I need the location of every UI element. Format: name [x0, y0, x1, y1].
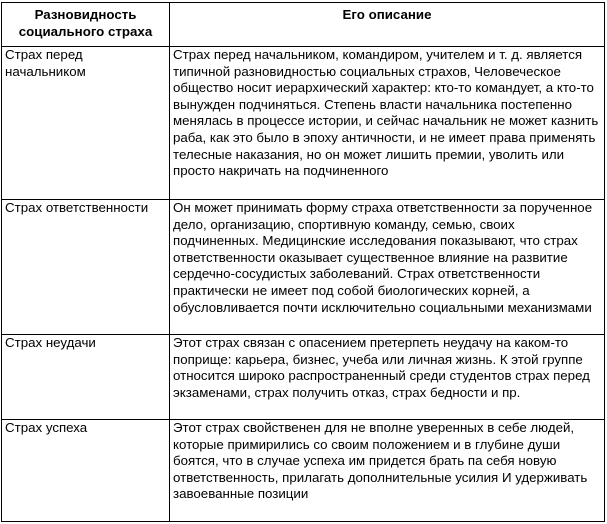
row-description-cell: Этот страх связан с опасением претерпеть неудачу на каком-то поприще: карьера, бизнес, учеба или личная жизнь. К этой группе относится широко распространенный среди студентов страх перед экзаменами, страх получить отказ, страх бедности и пр.: [170, 335, 605, 420]
header-row: [2, 3, 605, 47]
table-row: [2, 335, 605, 420]
header-description: Его описание: [170, 3, 605, 47]
table-row: [2, 47, 605, 200]
row-description-cell: Страх перед начальником, командиром, учителем и т. д. является типичной разновидностью социальных страхов, Человеческое общество носит иерархический характер: кто-то командует, а кто-то вынужден подчиняться. Степень власти начальника постепенно менялась в процессе истории, и сейчас начальник не может казнить раба, как это было в эпоху античности, и не имеет права применять телесные наказания, но он может лишить премии, уволить или просто накричать на подчиненного: [170, 47, 605, 200]
row-kind-cell: Страх неудачи: [2, 335, 170, 420]
table-row: [2, 200, 605, 335]
table-row: [2, 420, 605, 522]
row-description-cell: Этот страх свойственен для не вполне уверенных в себе людей, которые примирились со своим положением и в глубине души боятся, что в случае успеха им придется брать па себя новую ответственность, прилагать дополнительные усилия И удерживать завоеванные позиции: [170, 420, 605, 522]
table-body: [2, 47, 605, 522]
row-kind-cell: Страх перед начальником: [2, 47, 170, 200]
social-fears-table: [1, 2, 605, 522]
row-description-cell: Он может принимать форму страха ответственности за порученное дело, организацию, спортивную команду, семью, своих подчиненных. Медицинские исследования показывают, что страх ответственности оказывает существенное влияние на развитие сердечно-сосудистых заболеваний. Страх ответственности практически не имеет под собой биологических корней, а обусловливается почти исключительно социальными механизмами: [170, 200, 605, 335]
header-kind: Разновидность социального страха: [2, 3, 170, 47]
table-header: [2, 3, 605, 47]
row-kind-cell: Страх ответственности: [2, 200, 170, 335]
row-kind-cell: Страх успеха: [2, 420, 170, 522]
